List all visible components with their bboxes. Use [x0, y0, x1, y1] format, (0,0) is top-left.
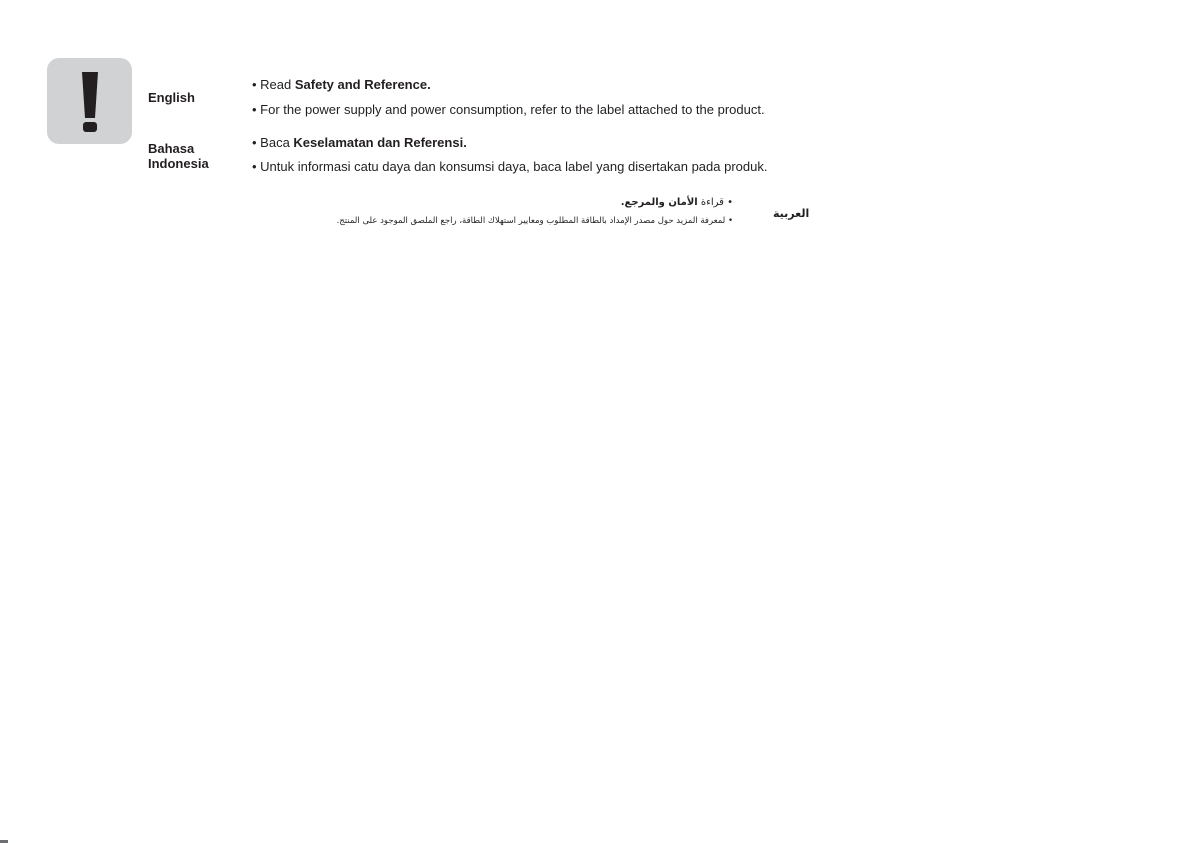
exclamation-icon: [47, 58, 132, 144]
english-line-2: • For the power supply and power consumption, refer to the label attached to the product.: [252, 102, 765, 117]
language-label-indonesian: Bahasa Indonesia: [148, 141, 209, 171]
warning-icon-box: [47, 58, 132, 144]
indonesian-line-1: • Baca Keselamatan dan Referensi.: [252, 135, 467, 150]
arabic-line-1: • قراءة الأمان والمرجع.: [620, 197, 733, 208]
english-line-1: • Read Safety and Reference.: [252, 77, 431, 92]
arabic-line-2: • لمعرفة المزيد حول مصدر الإمداد بالطاقة المطلوب ومعايير استهلاك الطاقة، راجع الملصق الموجود على المنتج.: [336, 216, 733, 226]
indonesian-line-2: • Untuk informasi catu daya dan konsumsi daya, baca label yang disertakan pada produk.: [252, 159, 768, 174]
language-label-english: English: [148, 90, 195, 105]
language-label-arabic: العربية: [773, 207, 810, 220]
